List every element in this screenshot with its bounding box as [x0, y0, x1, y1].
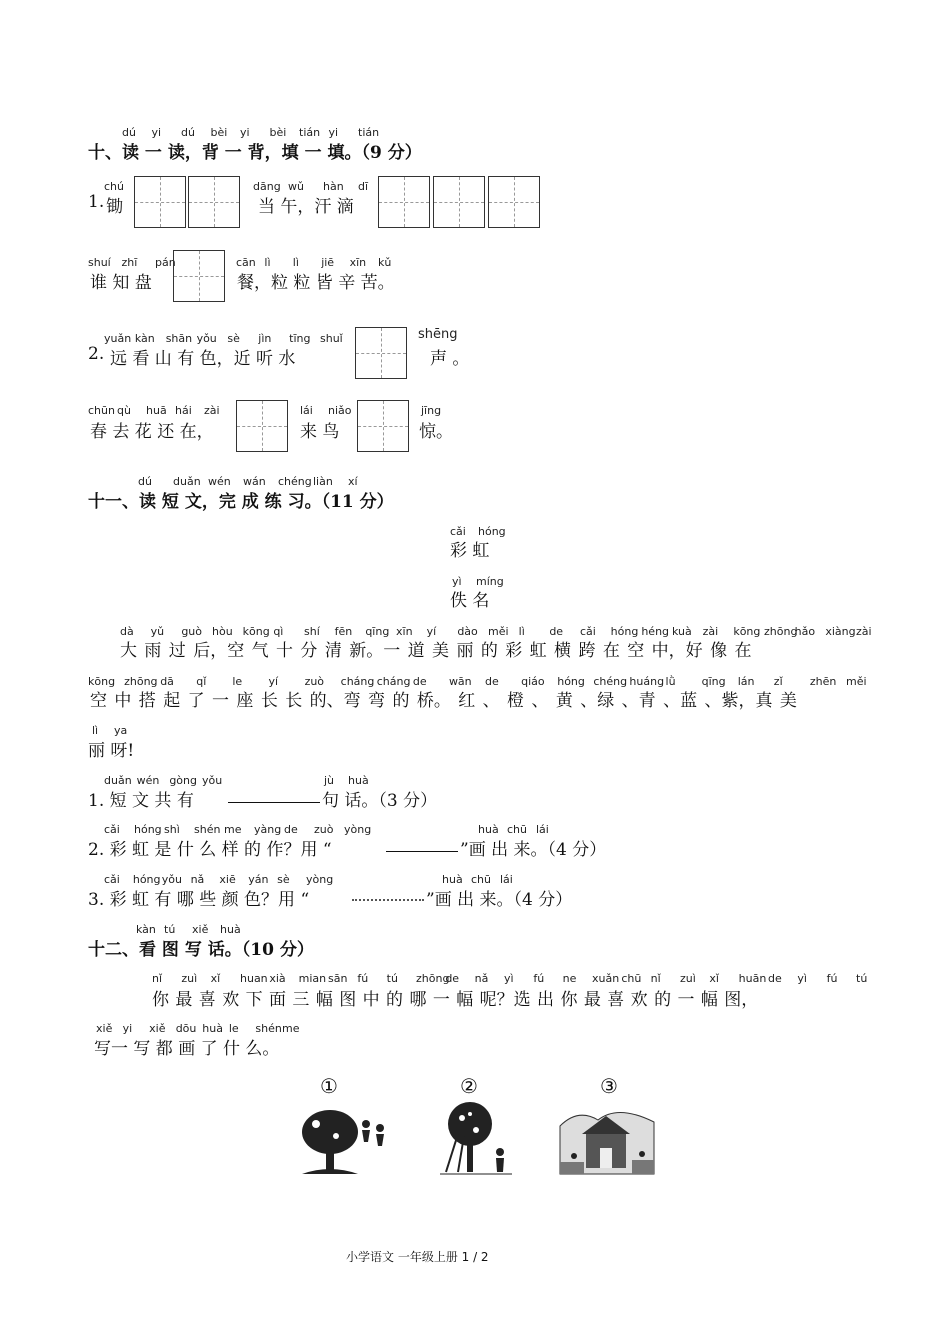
pinyin-syllable: zhēn [809, 675, 837, 688]
picture-number: ① [320, 1074, 338, 1098]
tree-illustration [296, 1074, 396, 1184]
pinyin-syllable: duǎn [104, 774, 132, 787]
pinyin-syllable: sān [328, 972, 348, 985]
pinyin-syllable: huà [202, 1022, 223, 1035]
pinyin-syllable: cǎi [104, 873, 120, 886]
pinyin-syllable: cān [236, 256, 256, 269]
pinyin-syllable: bèi [269, 126, 287, 139]
pinyin-syllable: shì [164, 823, 180, 836]
pinyin-syllable: ya [114, 724, 128, 737]
writing-box[interactable] [355, 327, 407, 379]
pinyin-syllable: hòu [212, 625, 233, 638]
story-title: 彩 虹 [450, 541, 490, 561]
pinyin-syllable: dú [122, 126, 136, 139]
pinyin-syllable: fú [826, 972, 838, 985]
pinyin-syllable: hóng [610, 625, 639, 638]
pinyin-syllable: chéng [593, 675, 628, 688]
pinyin-syllable: xiě [96, 1022, 113, 1035]
pinyin-syllable: shén [255, 1022, 282, 1035]
pinyin-syllable: huà [478, 823, 499, 836]
pinyin-syllable: yǒu [202, 774, 223, 787]
pinyin-syllable: niǎo [328, 404, 352, 417]
pinyin-syllable: xiě [149, 1022, 166, 1035]
pinyin-syllable: tú [164, 923, 176, 936]
pinyin-syllable: yì [452, 575, 462, 588]
pinyin-syllable: qiáo [521, 675, 545, 688]
pinyin-syllable: kōng [242, 625, 270, 638]
pinyin-syllable: kōng [88, 675, 116, 688]
pinyin-syllable: de [768, 972, 782, 985]
pinyin-syllable: měi [488, 625, 509, 638]
pinyin-syllable: chū [471, 873, 491, 886]
pinyin-syllable: qù [117, 404, 131, 417]
pinyin-syllable: zhōng [764, 625, 798, 638]
answer-blank[interactable] [228, 802, 320, 803]
verse-text: 餐，粒 粒 皆 辛 苦。 [237, 273, 395, 293]
pinyin-syllable: zhī [121, 256, 138, 269]
pinyin-syllable: kàn [136, 923, 156, 936]
pinyin-syllable: kuà [672, 625, 692, 638]
pinyin-syllable: yòng [306, 873, 334, 886]
pinyin-syllable: wán [243, 475, 266, 488]
pinyin-syllable: tián [358, 126, 380, 139]
verse-text: 来 鸟 [300, 422, 340, 442]
pinyin-syllable: lì [292, 256, 299, 269]
pinyin-syllable: shí [304, 625, 320, 638]
writing-box[interactable] [188, 176, 240, 228]
pinyin-syllable: dào [457, 625, 478, 638]
pinyin-syllable: fú [533, 972, 545, 985]
pinyin-syllable: huān [738, 972, 767, 985]
pinyin-syllable: de [549, 625, 564, 638]
pinyin-syllable: mian [298, 972, 327, 985]
pinyin-syllable: gòng [169, 774, 197, 787]
question-3: 3. 彩 虹 有 哪 些 颜 色？用 “ [88, 890, 310, 910]
pinyin-syllable: yǒu [196, 332, 217, 345]
pinyin-syllable: kōng [733, 625, 761, 638]
pinyin-syllable: huā [146, 404, 167, 417]
pinyin-syllable: dú [138, 475, 152, 488]
story-text: 丽 呀! [88, 741, 135, 761]
pinyin-syllable: měi [846, 675, 867, 688]
pinyin-syllable: zuì [680, 972, 696, 985]
pinyin-syllable: wān [448, 675, 472, 688]
question-1-tail: 句 话。（3 分） [322, 791, 438, 811]
pinyin-syllable: dōu [175, 1022, 197, 1035]
pinyin-syllable: huáng [629, 675, 665, 688]
pinyin-syllable: cǎi [580, 625, 596, 638]
pinyin-syllable: zuò [314, 823, 334, 836]
pinyin-syllable: huà [220, 923, 241, 936]
pinyin-syllable: xiē [219, 873, 236, 886]
pinyin-syllable: de [485, 675, 499, 688]
prompt-text: 写一 写 都 画 了 什 么。 [94, 1039, 280, 1059]
picture-2-fruit-tree [436, 1074, 516, 1184]
pinyin-syllable: míng [476, 575, 504, 588]
pinyin-syllable: bèi [210, 126, 228, 139]
pinyin-syllable: hóng [478, 525, 506, 538]
pinyin-syllable: dī [358, 180, 369, 193]
question-2: 2. 彩 虹 是 什 么 样 的 作？用 “ [88, 840, 332, 860]
pinyin-syllable: zài [204, 404, 220, 417]
pinyin-syllable: hǎo [794, 625, 816, 638]
pinyin-syllable: shén [194, 823, 221, 836]
pinyin-syllable: lì [92, 724, 99, 737]
pinyin-syllable: chéng [278, 475, 312, 488]
pinyin-syllable: fēn [334, 625, 353, 638]
pinyin-syllable: sè [227, 332, 240, 345]
pinyin-syllable: liàn [313, 475, 333, 488]
pinyin-syllable: lái [536, 823, 549, 836]
pinyin-syllable: chū [507, 823, 527, 836]
line-marker-sample [386, 851, 458, 852]
writing-box[interactable] [488, 176, 540, 228]
pinyin-syllable: lán [737, 675, 755, 688]
pinyin-syllable: shuǐ [320, 332, 343, 345]
pinyin-syllable: xǐ [709, 972, 719, 985]
story-author: 佚 名 [450, 591, 490, 611]
pinyin-syllable: yí [268, 675, 279, 688]
pinyin-syllable: yì [504, 972, 514, 985]
pinyin-syllable: guò [181, 625, 203, 638]
pinyin-syllable: duǎn [173, 475, 201, 488]
pinyin-syllable: shuí [88, 256, 111, 269]
pinyin-syllable: de [412, 675, 427, 688]
pinyin-syllable: nǐ [152, 972, 163, 985]
pinyin-syllable: huan [240, 972, 268, 985]
pinyin-syllable: xuǎn [592, 972, 620, 985]
verse-text: 惊。 [419, 422, 453, 442]
pinyin-syllable: dāng [253, 180, 281, 193]
verse-text: 春 去 花 还 在， [90, 422, 214, 442]
writing-box[interactable] [357, 400, 409, 452]
pinyin-syllable: sè [277, 873, 290, 886]
section10-title: 十、读 一 读，背 一 背，填 一 填。（9 分） [88, 143, 422, 163]
pinyin-syllable: dà [120, 625, 134, 638]
fruit-tree-illustration [436, 1074, 516, 1184]
page-footer: 小学语文 一年级上册 1 / 2 [346, 1250, 489, 1264]
pinyin-syllable: jìn [258, 332, 272, 345]
pinyin-syllable: yàng [254, 823, 282, 836]
pinyin-syllable: chūn [88, 404, 115, 417]
pinyin-syllable: cháng [376, 675, 411, 688]
pinyin-syllable: tú [856, 972, 868, 985]
pinyin-syllable: zhōng [124, 675, 158, 688]
pinyin-syllable: yi [122, 1022, 133, 1035]
prompt-text: 你 最 喜 欢 下 面 三 幅 图 中 的 哪 一 幅 呢？选 出 你 最 喜 欢 的 一 幅 图， [152, 990, 759, 1010]
story-text: 空 中 搭 起 了 一 座 长 长 的、弯 弯 的 桥。 红 、 橙 、 黄 、绿 、青 、蓝 、紫，真 美 [90, 691, 797, 711]
pinyin-syllable: qīng [701, 675, 726, 688]
section11-title: 十一、读 短 文，完 成 练 习。（11 分） [88, 492, 394, 512]
pinyin-syllable: xià [269, 972, 286, 985]
pinyin-syllable: qīng [365, 625, 390, 638]
pinyin: jīng [421, 404, 442, 417]
pinyin-syllable: yi [240, 126, 250, 139]
pinyin-syllable: yì [797, 972, 807, 985]
pinyin-syllable: hóng [557, 675, 585, 688]
pinyin-syllable: héng [641, 625, 670, 638]
pinyin-syllable: yi [328, 126, 339, 139]
picture-number: ② [460, 1074, 478, 1098]
pinyin-syllable: nǐ [650, 972, 661, 985]
pinyin-syllable: me [282, 1022, 300, 1035]
writing-box[interactable] [433, 176, 485, 228]
pinyin-syllable: hái [175, 404, 192, 417]
pinyin-syllable: xǐ [210, 972, 221, 985]
pinyin-syllable: dā [160, 675, 174, 688]
pinyin-syllable: hàn [323, 180, 344, 193]
pinyin-syllable: xiě [192, 923, 209, 936]
pinyin-syllable: hóng [132, 873, 161, 886]
pinyin-syllable: lì [518, 625, 525, 638]
pinyin-syllable: xí [348, 475, 358, 488]
pinyin-syllable: zài [702, 625, 719, 638]
question-number: 2. [88, 344, 105, 364]
pinyin-syllable: hóng [134, 823, 162, 836]
verse-text: 锄 [106, 197, 123, 217]
section12-title: 十二、看 图 写 话。（10 分） [88, 940, 314, 960]
pinyin-syllable: de [284, 823, 298, 836]
question-number: 1. [88, 192, 105, 212]
pinyin-syllable: ne [562, 972, 577, 985]
picture-1-tree-kids [296, 1074, 396, 1184]
pinyin-syllable: cǎi [450, 525, 466, 538]
pinyin-syllable: wén [208, 475, 231, 488]
picture-number: ③ [600, 1074, 618, 1098]
pinyin-syllable: yí [426, 625, 437, 638]
pinyin-syllable: huà [348, 774, 369, 787]
pinyin-syllable: zài [856, 625, 872, 638]
pinyin-syllable: yán [248, 873, 269, 886]
pinyin-syllable: nǎ [190, 873, 205, 886]
verse-text: 当 午，汗 滴 [258, 197, 354, 217]
pinyin-syllable: pán [155, 256, 176, 269]
pinyin-syllable: zǐ [773, 675, 783, 688]
pinyin-syllable: zhōng [416, 972, 450, 985]
pinyin-syllable: zuì [181, 972, 198, 985]
pinyin: shēng [418, 327, 458, 342]
story-text: 大 雨 过 后，空 气 十 分 清 新。一 道 美 丽 的 彩 虹 横 跨 在 空 中，好 像 在 [120, 641, 752, 661]
pinyin-syllable: tīng [289, 332, 311, 345]
pinyin-syllable: xīn [396, 625, 413, 638]
pinyin-syllable: wén [136, 774, 160, 787]
pinyin-syllable: lái [300, 404, 313, 417]
pinyin-syllable: tián [299, 126, 321, 139]
pinyin-syllable: qǐ [196, 675, 207, 688]
pinyin-syllable: qì [273, 625, 284, 638]
pinyin-syllable: yǔ [150, 625, 165, 638]
pinyin-syllable: zuò [304, 675, 325, 688]
pinyin-syllable: lái [500, 873, 513, 886]
writing-box[interactable] [378, 176, 430, 228]
pinyin-syllable: yǒu [161, 873, 182, 886]
pinyin-syllable: huà [442, 873, 463, 886]
pinyin-syllable: de [445, 972, 460, 985]
pinyin-syllable: yuǎn [104, 332, 132, 345]
pinyin-syllable: lì [264, 256, 271, 269]
verse-text: 声 。 [430, 349, 470, 369]
writing-box[interactable] [173, 250, 225, 302]
pinyin-syllable: nǎ [474, 972, 489, 985]
writing-box[interactable] [134, 176, 186, 228]
pinyin-syllable: lǜ [665, 675, 676, 688]
pinyin-syllable: kàn [134, 332, 155, 345]
village-illustration [558, 1074, 658, 1184]
question-1: 1. 短 文 共 有 [88, 791, 194, 811]
question-2-tail: ”画 出 来。（4 分） [460, 840, 607, 860]
pinyin-syllable: me [224, 823, 242, 836]
pinyin-syllable: jù [324, 774, 335, 787]
pinyin-syllable: yòng [344, 823, 372, 836]
pinyin-syllable: dú [181, 126, 195, 139]
pinyin-syllable: cháng [340, 675, 375, 688]
pinyin-syllable: le [232, 675, 243, 688]
pinyin-syllable: yi [151, 126, 162, 139]
writing-box[interactable] [236, 400, 288, 452]
verse-text: 远 看 山 有 色，近 听 水 [110, 349, 296, 369]
pinyin-syllable: le [228, 1022, 239, 1035]
pinyin-syllable: kǔ [378, 256, 392, 269]
pinyin: chú [104, 180, 124, 193]
pinyin-syllable: shān [165, 332, 193, 345]
pinyin-syllable: chū [621, 972, 642, 985]
verse-text: 谁 知 盘 [90, 273, 152, 293]
wavy-marker-sample [352, 899, 424, 901]
pinyin-syllable: jiē [321, 256, 335, 269]
pinyin-syllable: cǎi [104, 823, 120, 836]
pinyin-syllable: xīn [349, 256, 367, 269]
question-3-tail: ”画 出 来。（4 分） [426, 890, 573, 910]
pinyin-syllable: fú [357, 972, 369, 985]
pinyin-syllable: wǔ [288, 180, 304, 193]
picture-3-village-scene [558, 1074, 658, 1184]
pinyin-syllable: xiàng [825, 625, 856, 638]
pinyin-syllable: tú [386, 972, 398, 985]
